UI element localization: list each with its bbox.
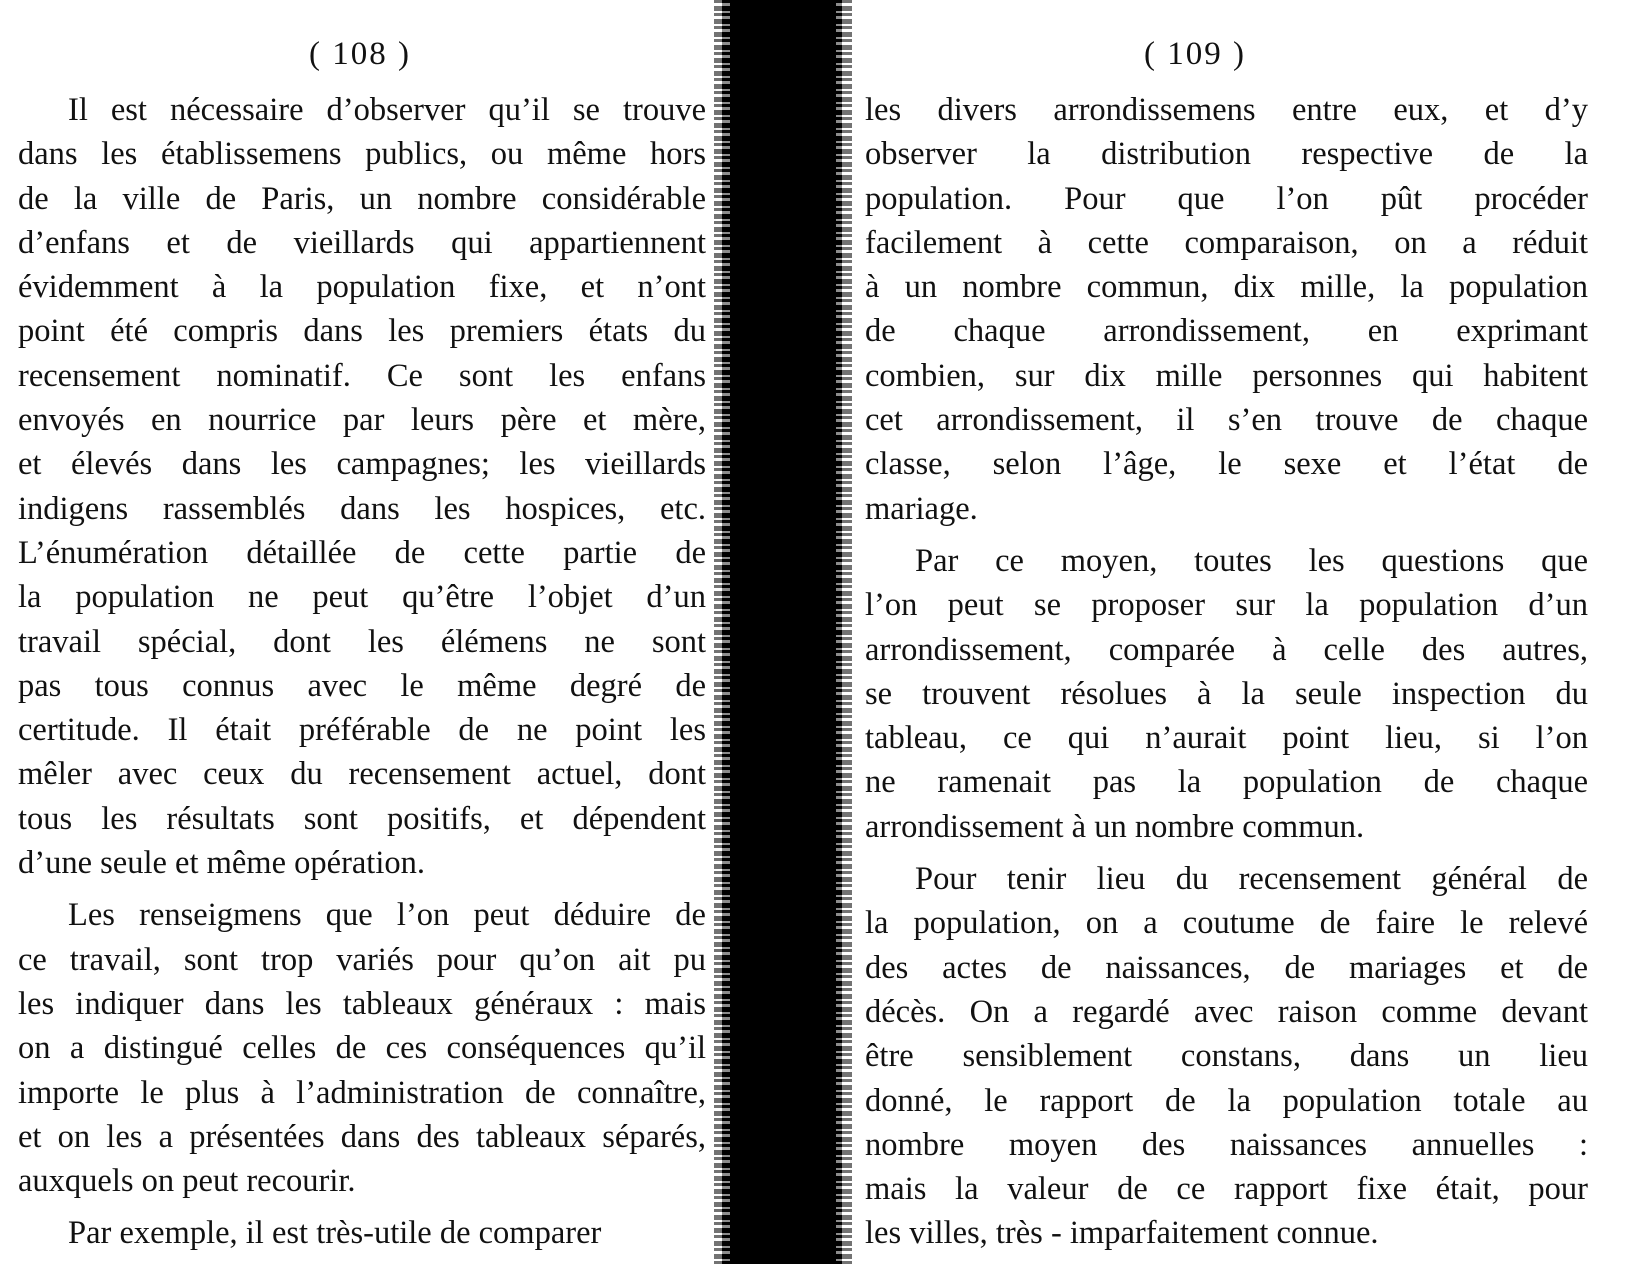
text-line: ne ramenait pas la population de chaque: [865, 764, 1588, 801]
page-body: [18, 88, 706, 1256]
page-number: ( 109 ): [1144, 36, 1246, 72]
text-line: envoyés en nourrice par leurs père et mère,: [18, 402, 706, 439]
text-line: la population ne peut qu’être l’objet d’un: [18, 579, 706, 616]
paragraph: [865, 88, 1588, 531]
paragraph: [18, 88, 706, 885]
paragraph: [865, 857, 1588, 1256]
text-line: mais la valeur de ce rapport fixe était, pour: [865, 1171, 1588, 1208]
paragraph: [18, 893, 706, 1203]
text-line: travail spécial, dont les élémens ne sont: [18, 623, 706, 660]
text-line: à un nombre commun, dix mille, la population: [865, 269, 1588, 306]
text-line: auxquels on peut recourir.: [18, 1163, 356, 1200]
text-line: tableau, ce qui n’aurait point lieu, si l’on: [865, 720, 1588, 757]
text-line: les villes, très - imparfaitement connue.: [865, 1215, 1379, 1252]
text-line: Par ce moyen, toutes les questions que: [915, 542, 1588, 579]
text-line: facilement à cette comparaison, on a réduit: [865, 224, 1588, 261]
text-line: on a distingué celles de ces conséquences qu’il: [18, 1030, 706, 1067]
paragraph: [865, 539, 1588, 849]
page-body: [865, 88, 1588, 1256]
text-line: L’énumération détaillée de cette partie de: [18, 534, 706, 571]
text-line: indigens rassemblés dans les hospices, etc.: [18, 490, 706, 527]
book-gutter-shadow: [722, 0, 842, 1264]
text-line: importe le plus à l’administration de connaître,: [18, 1074, 706, 1111]
text-line: décès. On a regardé avec raison comme devant: [865, 993, 1588, 1030]
text-line: classe, selon l’âge, le sexe et l’état de: [865, 446, 1588, 483]
text-line: les divers arrondissemens entre eux, et d’y: [865, 92, 1588, 128]
text-line: point été compris dans les premiers états du: [18, 313, 706, 350]
text-line: donné, le rapport de la population totale au: [865, 1082, 1588, 1119]
text-line: Il est nécessaire d’observer qu’il se trouve: [68, 92, 706, 128]
text-line: combien, sur dix mille personnes qui habitent: [865, 357, 1588, 394]
text-line: recensement nominatif. Ce sont les enfans: [18, 357, 706, 394]
text-line: la population, on a coutume de faire le relevé: [865, 905, 1588, 942]
text-line: se trouvent résolues à la seule inspection du: [865, 675, 1588, 712]
text-line: certitude. Il était préférable de ne point les: [18, 712, 706, 749]
text-line: de chaque arrondissement, en exprimant: [865, 313, 1588, 350]
text-line: tous les résultats sont positifs, et dépendent: [18, 800, 706, 837]
text-line: Les renseigmens que l’on peut déduire de: [68, 897, 706, 934]
text-line: population. Pour que l’on pût procéder: [865, 180, 1588, 217]
text-line: cet arrondissement, il s’en trouve de chaque: [865, 402, 1588, 439]
text-line: être sensiblement constans, dans un lieu: [865, 1038, 1588, 1075]
text-line: et élevés dans les campagnes; les vieillards: [18, 446, 706, 483]
text-line: observer la distribution respective de la: [865, 136, 1588, 173]
text-line: de la ville de Paris, un nombre considérable: [18, 180, 706, 217]
text-line: mêler avec ceux du recensement actuel, dont: [18, 756, 706, 793]
left-page: [0, 0, 720, 1264]
text-line: Pour tenir lieu du recensement général de: [915, 861, 1588, 898]
text-line: d’enfans et de vieillards qui appartiennent: [18, 224, 706, 261]
right-page: [845, 0, 1628, 1264]
text-line: l’on peut se proposer sur la population d’un: [865, 587, 1588, 624]
text-line: Par exemple, il est très-utile de comparer: [68, 1215, 602, 1252]
paragraph: [18, 1211, 706, 1255]
text-line: arrondissement, comparée à celle des autres,: [865, 631, 1588, 668]
text-line: d’une seule et même opération.: [18, 845, 425, 882]
text-line: les indiquer dans les tableaux généraux : mais: [18, 985, 706, 1022]
text-line: arrondissement à un nombre commun.: [865, 808, 1365, 845]
text-line: des actes de naissances, de mariages et de: [865, 949, 1588, 986]
text-line: et on les a présentées dans des tableaux séparés,: [18, 1118, 706, 1155]
text-line: mariage.: [865, 490, 978, 527]
text-line: ce travail, sont trop variés pour qu’on ait pu: [18, 941, 706, 978]
page-number: ( 108 ): [309, 36, 411, 72]
text-line: nombre moyen des naissances annuelles :: [865, 1126, 1588, 1163]
text-line: évidemment à la population fixe, et n’ont: [18, 269, 706, 306]
text-line: dans les établissemens publics, ou même hors: [18, 136, 706, 173]
text-line: pas tous connus avec le même degré de: [18, 667, 706, 704]
